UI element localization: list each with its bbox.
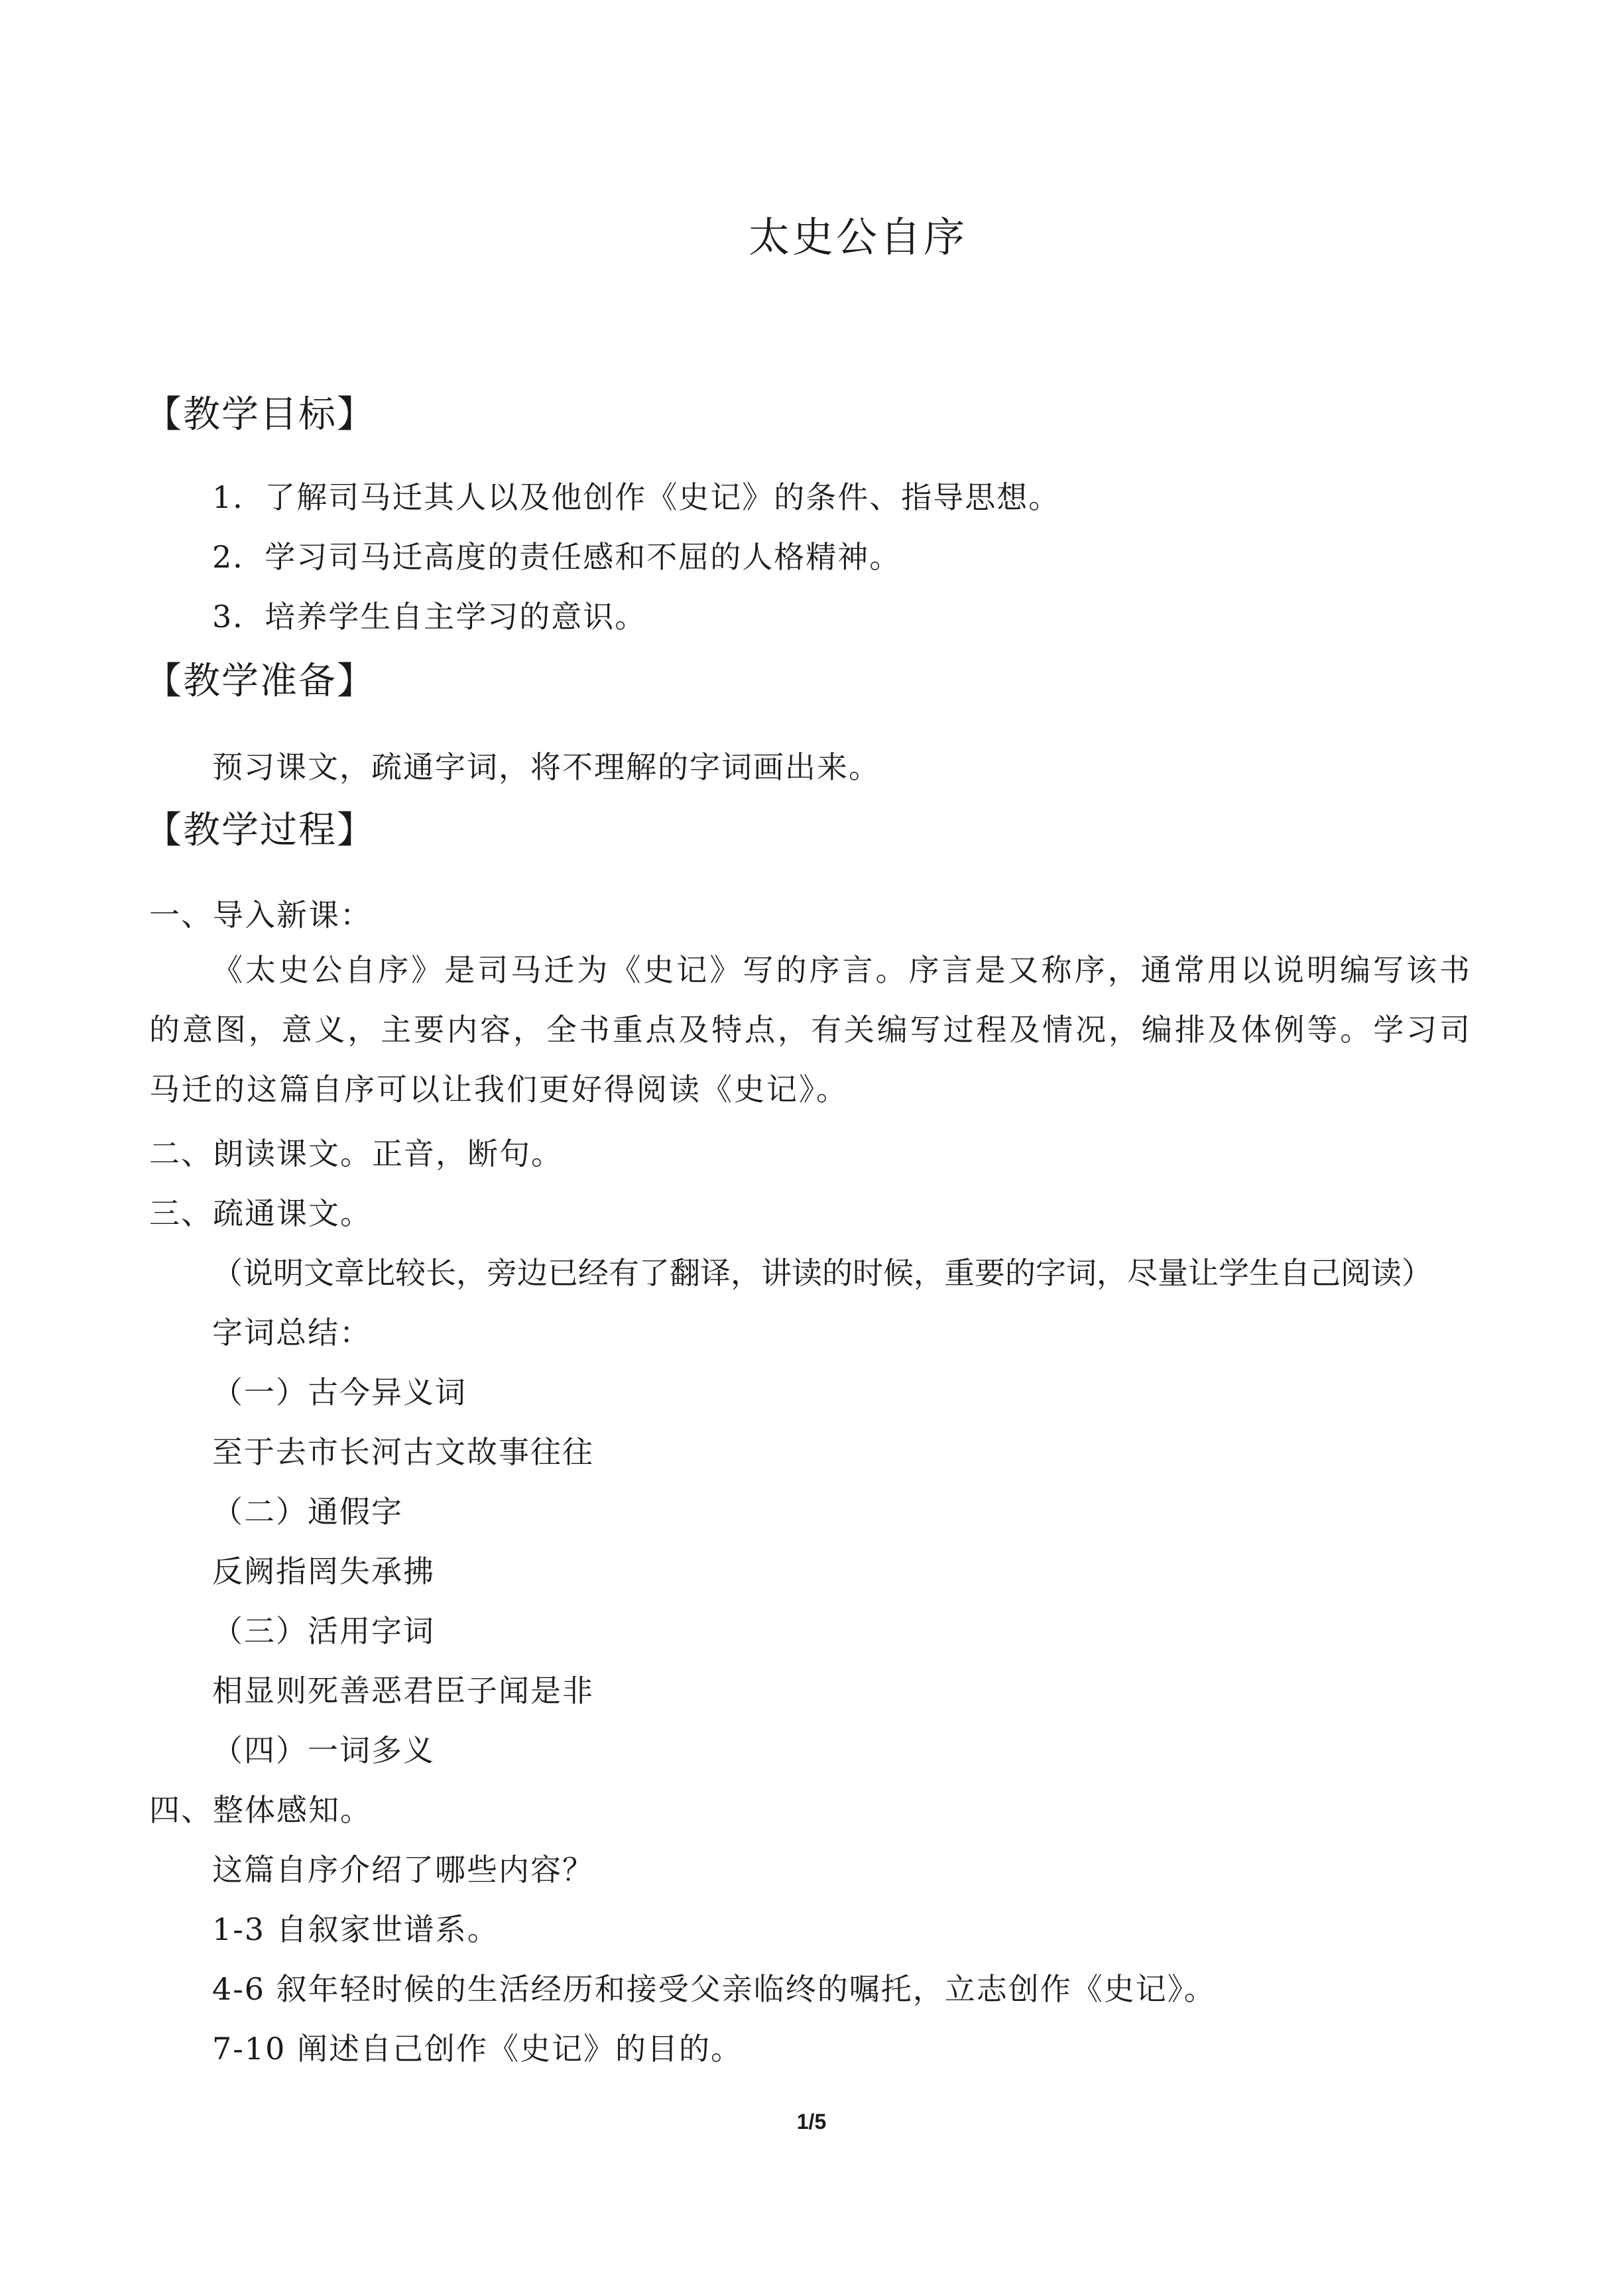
- goal-item-2: 2．学习司马迁高度的责任感和不屈的人格精神。: [212, 539, 902, 575]
- section-heading-prep: 【教学准备】: [145, 660, 375, 703]
- process-step-3: 三、疏通课文。: [149, 1195, 372, 1231]
- interchangeable-char-list: 反阙指罔失承拂: [212, 1553, 435, 1589]
- subheading-ancient-modern-words: （一）古今异义词: [212, 1374, 467, 1410]
- document-title: 太史公自序: [748, 213, 967, 261]
- subheading-polysemy: （四）一词多义: [212, 1732, 435, 1768]
- intro-paragraph: 《太史公自序》是司马迁为《史记》写的序言。序言是又称序，通常用以说明编写该书的意图，意义，主要内容，全书重点及特点，有关编写过程及情况，编排及体例等。学习司马迁的这篇自序可以让我们更好得阅读《史记》。: [149, 952, 1472, 1107]
- process-step-4: 四、整体感知。: [149, 1792, 372, 1828]
- overview-question: 这篇自序介绍了哪些内容？: [212, 1852, 594, 1888]
- subheading-interchangeable-chars: （二）通假字: [212, 1494, 403, 1530]
- section-heading-goals: 【教学目标】: [145, 393, 375, 436]
- subheading-flexible-usage: （三）活用字词: [212, 1613, 435, 1649]
- section-heading-process: 【教学过程】: [145, 809, 375, 852]
- goal-item-1: 1．了解司马迁其人以及他创作《史记》的条件、指导思想。: [212, 479, 1061, 515]
- overview-answer-1: 1-3 自叙家世谱系。: [212, 1911, 499, 1947]
- flexible-usage-word-list: 相显则死善恶君臣子闻是非: [212, 1673, 594, 1709]
- overview-answer-3: 7-10 阐述自己创作《史记》的目的。: [212, 2031, 743, 2067]
- goal-item-3: 3．培养学生自主学习的意识。: [212, 599, 647, 634]
- word-summary-label: 字词总结：: [212, 1315, 371, 1351]
- overview-answer-2: 4-6 叙年轻时候的生活经历和接受父亲临终的嘱托，立志创作《史记》。: [212, 1971, 1216, 2007]
- process-step-2: 二、朗读课文。正音，断句。: [149, 1136, 563, 1172]
- process-note: （说明文章比较长，旁边已经有了翻译，讲读的时候，重要的字词，尽量让学生自己阅读）: [212, 1255, 1432, 1291]
- page-number: 1/5: [796, 2110, 827, 2134]
- process-step-1: 一、导入新课：: [149, 897, 372, 933]
- ancient-modern-word-list: 至于去市长河古文故事往往: [212, 1434, 594, 1470]
- prep-text: 预习课文，疏通字词，将不理解的字词画出来。: [212, 749, 880, 785]
